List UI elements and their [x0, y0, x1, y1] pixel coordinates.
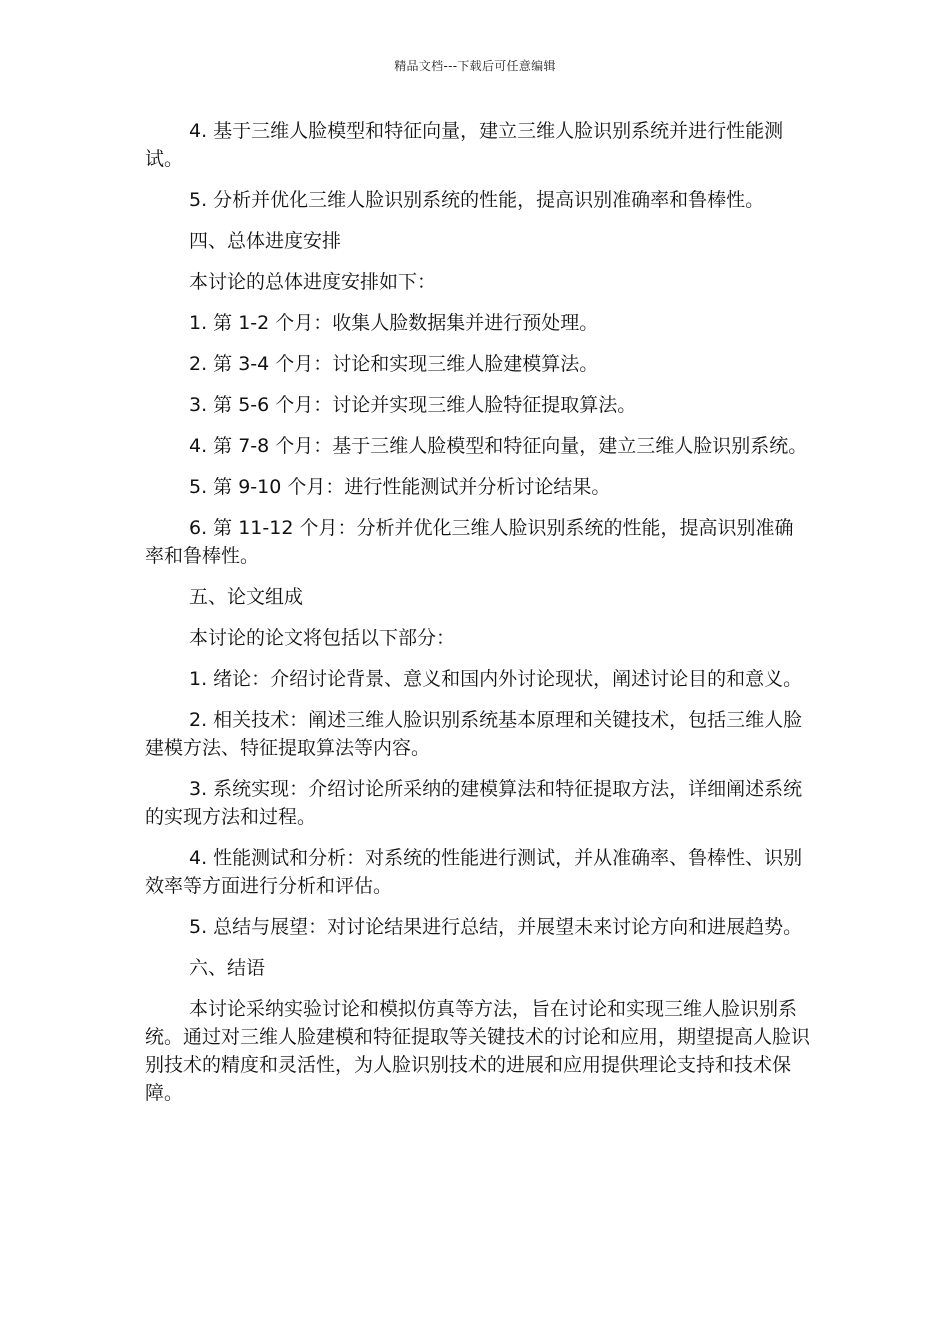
section-heading: 六、结语: [189, 957, 266, 979]
list-item: 3. 第 5-6 个月：讨论并实现三维人脸特征提取算法。: [189, 394, 637, 416]
paragraph: 4. 基于三维人脸模型和特征向量，建立三维人脸识别系统并进行性能测试。: [145, 120, 784, 170]
list-item: 2. 第 3-4 个月：讨论和实现三维人脸建模算法。: [189, 353, 599, 375]
list-item: 6. 第 11-12 个月：分析并优化三维人脸识别系统的性能，提高识别准确率和鲁棒性。: [145, 517, 794, 567]
list-item: 1. 第 1-2 个月：收集人脸数据集并进行预处理。: [189, 312, 599, 334]
list-item: 3. 系统实现：介绍讨论所采纳的建模算法和特征提取方法，详细阐述系统的实现方法和过程。: [145, 778, 803, 828]
list-item: 2. 相关技术：阐述三维人脸识别系统基本原理和关键技术，包括三维人脸建模方法、特征提取算法等内容。: [145, 709, 803, 759]
paragraph: 本讨论的论文将包括以下部分：: [189, 627, 456, 649]
paragraph: 本讨论采纳实验讨论和模拟仿真等方法，旨在讨论和实现三维人脸识别系统。通过对三维人脸建模和特征提取等关键技术的讨论和应用，期望提高人脸识别技术的精度和灵活性，为人脸识别技术的进展和应用提供理论支持和技术保障。: [145, 998, 811, 1104]
section-heading: 四、总体进度安排: [189, 230, 342, 252]
list-item: 5. 第 9-10 个月：进行性能测试并分析讨论结果。: [189, 476, 611, 498]
list-item: 4. 第 7-8 个月：基于三维人脸模型和特征向量，建立三维人脸识别系统。: [189, 435, 808, 457]
section-heading: 五、论文组成: [189, 586, 304, 608]
paragraph: 本讨论的总体进度安排如下：: [189, 271, 437, 293]
document-body: [145, 117, 810, 1120]
list-item: 4. 性能测试和分析：对系统的性能进行测试，并从准确率、鲁棒性、识别效率等方面进行分析和评估。: [145, 847, 803, 897]
list-item: 5. 总结与展望：对讨论结果进行总结，并展望未来讨论方向和进展趋势。: [189, 916, 803, 938]
paragraph: 5. 分析并优化三维人脸识别系统的性能，提高识别准确率和鲁棒性。: [189, 189, 765, 211]
list-item: 1. 绪论：介绍讨论背景、意义和国内外讨论现状，阐述讨论目的和意义。: [189, 668, 803, 690]
page-header: 精品文档---下载后可任意编辑: [394, 59, 556, 73]
